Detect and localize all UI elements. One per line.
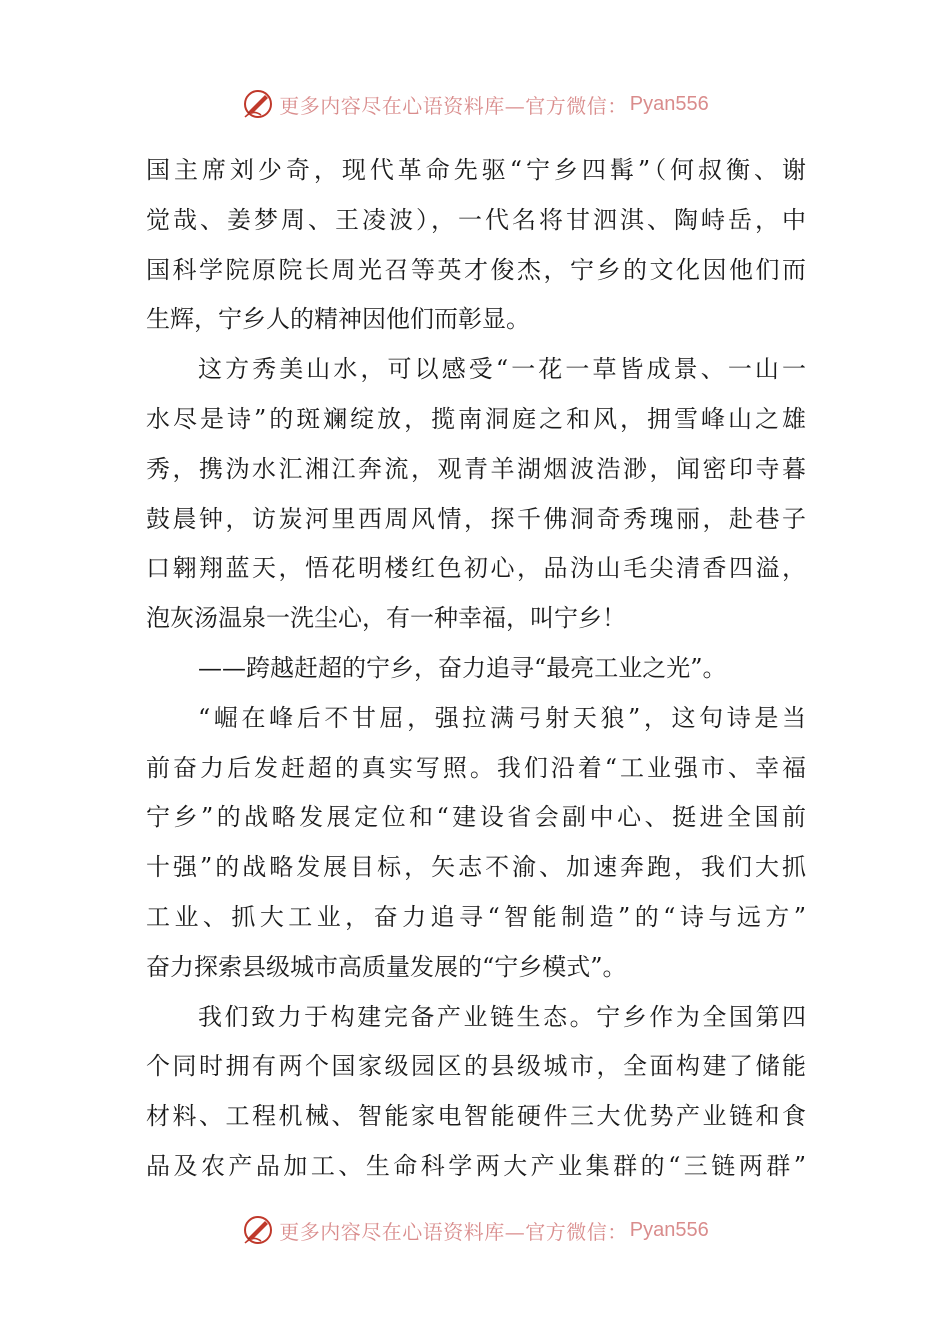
- section-heading: ——跨越赶超的宁乡，奋力追寻“最亮工业之光”。: [198, 653, 727, 682]
- text-line: 材料、工程机械、智能家电智能硬件三大优势产业链和食: [146, 1102, 806, 1131]
- text-line: 奋力探索县级城市高质量发展的“宁乡模式”。: [146, 952, 627, 981]
- text-line: 工业、抓大工业，奋力追寻“智能制造”的“诗与远方”: [146, 902, 806, 931]
- text-line: 水尽是诗”的斑斓绽放，揽南洞庭之和风，拥雪峰山之雄: [146, 404, 806, 433]
- text-line: 品及农产品加工、生命科学两大产业集群的“三链两群”: [146, 1151, 806, 1180]
- text-line: 这方秀美山水，可以感受“一花一草皆成景、一山一: [198, 355, 806, 384]
- text-line: 国主席刘少奇，现代革命先驱“宁乡四髯”（何叔衡、谢: [146, 156, 806, 184]
- watermark-wechat-id: Pyan556: [629, 1218, 709, 1241]
- text-line: 口翱翔蓝天，悟花明楼红色初心，品沩山毛尖清香四溢，: [146, 554, 806, 583]
- pen-logo-icon: [241, 87, 275, 121]
- text-line: “崛在峰后不甘屈，强拉满弓射天狼”，这句诗是当: [198, 703, 806, 732]
- text-line: 鼓晨钟，访炭河里西周风情，探千佛洞奇秀瑰丽，赴巷子: [146, 504, 806, 533]
- watermark-wechat-id: Pyan556: [629, 92, 709, 115]
- watermark-header: [0, 86, 950, 122]
- text-line: 生辉，宁乡人的精神因他们而彰显。: [146, 305, 530, 334]
- document-body: [146, 146, 806, 1192]
- text-line: 个同时拥有两个国家级园区的县级城市，全面构建了储能: [146, 1052, 806, 1081]
- text-line: 秀，携沩水汇湘江奔流，观青羊湖烟波浩渺，闻密印寺暮: [146, 454, 806, 483]
- watermark-footer: [0, 1212, 950, 1248]
- text-line: 我们致力于构建完备产业链生态。宁乡作为全国第四: [198, 1002, 806, 1031]
- text-line: 前奋力后发赶超的真实写照。我们沿着“工业强市、幸福: [146, 753, 806, 782]
- watermark-text: 更多内容尽在心语资料库—官方微信：: [279, 93, 628, 118]
- text-line: 国科学院原院长周光召等英才俊杰，宁乡的文化因他们而: [146, 255, 806, 284]
- text-line: 宁乡”的战略发展定位和“建设省会副中心、挺进全国前: [146, 803, 806, 832]
- text-line: 十强”的战略发展目标，矢志不渝、加速奔跑，我们大抓: [146, 853, 806, 882]
- text-line: 觉哉、姜梦周、王凌波），一代名将甘泗淇、陶峙岳，中: [146, 205, 806, 234]
- pen-logo-icon: [241, 1213, 275, 1247]
- text-line: 泡灰汤温泉一洗尘心，有一种幸福，叫宁乡！: [146, 604, 626, 633]
- watermark-text: 更多内容尽在心语资料库—官方微信：: [279, 1219, 628, 1244]
